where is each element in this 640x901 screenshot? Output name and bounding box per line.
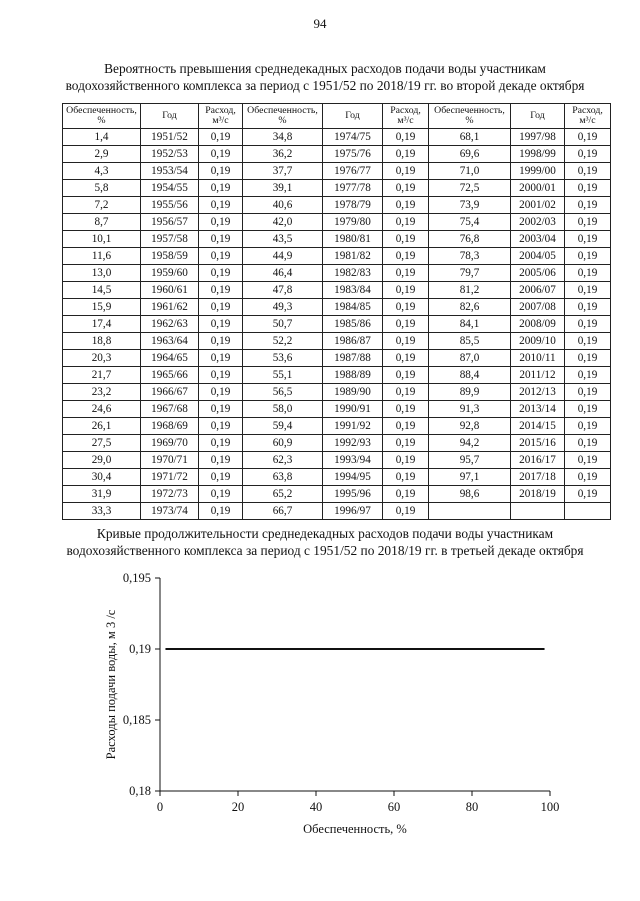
table-row xyxy=(63,469,611,486)
table-cell: 1954/55 xyxy=(141,180,199,197)
table-cell: 5,8 xyxy=(63,180,141,197)
header-cell xyxy=(63,104,141,129)
table-row xyxy=(63,163,611,180)
table-cell: 2013/14 xyxy=(511,401,565,418)
header-cell xyxy=(511,104,565,129)
x-tick-label: 40 xyxy=(309,800,323,814)
x-tick-label: 20 xyxy=(231,800,245,814)
table-cell: 1986/87 xyxy=(323,333,383,350)
table-cell: 0,19 xyxy=(565,163,611,180)
table-cell: 91,3 xyxy=(429,401,511,418)
header-line1: Расход, xyxy=(572,105,603,116)
table-cell: 0,19 xyxy=(565,231,611,248)
table-cell: 11,6 xyxy=(63,248,141,265)
table-cell: 0,19 xyxy=(199,333,243,350)
table-cell: 0,19 xyxy=(383,163,429,180)
table-cell: 33,3 xyxy=(63,503,141,520)
table-cell: 53,6 xyxy=(243,350,323,367)
table-cell: 0,19 xyxy=(383,197,429,214)
table-cell: 0,19 xyxy=(383,367,429,384)
table-cell: 0,19 xyxy=(199,469,243,486)
header-line2: м³/с xyxy=(397,115,414,126)
table-cell: 0,19 xyxy=(383,231,429,248)
table-cell: 55,1 xyxy=(243,367,323,384)
table-cell: 84,1 xyxy=(429,316,511,333)
table-cell: 2014/15 xyxy=(511,418,565,435)
table-cell: 2004/05 xyxy=(511,248,565,265)
table-cell: 2006/07 xyxy=(511,282,565,299)
header-cell xyxy=(243,104,323,129)
table-cell: 1,4 xyxy=(63,129,141,146)
table-cell: 37,7 xyxy=(243,163,323,180)
table-cell: 1973/74 xyxy=(141,503,199,520)
table-cell: 76,8 xyxy=(429,231,511,248)
table-cell: 63,8 xyxy=(243,469,323,486)
table-cell: 0,19 xyxy=(199,316,243,333)
table-cell: 0,19 xyxy=(199,214,243,231)
table-cell: 1975/76 xyxy=(323,146,383,163)
table-cell: 1964/65 xyxy=(141,350,199,367)
table-cell: 1971/72 xyxy=(141,469,199,486)
table-cell: 1969/70 xyxy=(141,435,199,452)
table-cell: 0,19 xyxy=(565,418,611,435)
table-title xyxy=(40,60,610,94)
table-cell: 0,19 xyxy=(199,418,243,435)
table-row xyxy=(63,197,611,214)
table-cell: 2005/06 xyxy=(511,265,565,282)
table-cell: 2009/10 xyxy=(511,333,565,350)
header-line2: % xyxy=(278,115,287,126)
table-row xyxy=(63,503,611,520)
table-row xyxy=(63,180,611,197)
table-cell: 1999/00 xyxy=(511,163,565,180)
table-cell: 1967/68 xyxy=(141,401,199,418)
table-cell: 0,19 xyxy=(199,180,243,197)
table-cell: 1962/63 xyxy=(141,316,199,333)
table-row xyxy=(63,231,611,248)
table-cell: 1995/96 xyxy=(323,486,383,503)
table-cell: 46,4 xyxy=(243,265,323,282)
table-cell: 34,8 xyxy=(243,129,323,146)
table-cell: 2001/02 xyxy=(511,197,565,214)
header-line1: Расход, xyxy=(205,105,236,116)
table-cell: 36,2 xyxy=(243,146,323,163)
table-cell xyxy=(429,503,511,520)
probability-table xyxy=(62,103,611,520)
table-cell: 60,9 xyxy=(243,435,323,452)
header-cell xyxy=(323,104,383,129)
table-cell: 2016/17 xyxy=(511,452,565,469)
table-cell: 66,7 xyxy=(243,503,323,520)
table-cell: 0,19 xyxy=(565,367,611,384)
table-cell: 0,19 xyxy=(383,418,429,435)
table-cell: 1997/98 xyxy=(511,129,565,146)
table-cell: 88,4 xyxy=(429,367,511,384)
table-cell: 0,19 xyxy=(199,299,243,316)
table-row xyxy=(63,333,611,350)
table-cell: 29,0 xyxy=(63,452,141,469)
header-line1: Обеспеченность, xyxy=(66,105,137,116)
table-cell: 0,19 xyxy=(383,299,429,316)
table-cell: 0,19 xyxy=(565,197,611,214)
table-cell: 2008/09 xyxy=(511,316,565,333)
table-cell: 0,19 xyxy=(199,282,243,299)
table-cell: 0,19 xyxy=(565,333,611,350)
table-row xyxy=(63,401,611,418)
table-cell: 0,19 xyxy=(199,367,243,384)
table-cell: 0,19 xyxy=(383,248,429,265)
header-cell xyxy=(383,104,429,129)
table-cell: 92,8 xyxy=(429,418,511,435)
table-cell: 1978/79 xyxy=(323,197,383,214)
table-cell: 0,19 xyxy=(199,146,243,163)
table-cell: 71,0 xyxy=(429,163,511,180)
table-cell: 1989/90 xyxy=(323,384,383,401)
table-cell: 56,5 xyxy=(243,384,323,401)
table-cell: 0,19 xyxy=(565,401,611,418)
table-cell: 0,19 xyxy=(383,129,429,146)
table-cell: 0,19 xyxy=(199,197,243,214)
table-row xyxy=(63,299,611,316)
table-cell: 65,2 xyxy=(243,486,323,503)
y-tick-label: 0,18 xyxy=(129,784,151,798)
table-cell: 75,4 xyxy=(429,214,511,231)
chart-title xyxy=(40,525,610,559)
table-cell: 0,19 xyxy=(199,435,243,452)
table-cell: 0,19 xyxy=(383,435,429,452)
page-number: 94 xyxy=(313,16,327,31)
x-tick-label: 0 xyxy=(156,800,164,814)
table-cell: 0,19 xyxy=(383,146,429,163)
table-cell: 2010/11 xyxy=(511,350,565,367)
y-tick-label: 0,195 xyxy=(122,571,151,585)
table-cell: 1961/62 xyxy=(141,299,199,316)
table-cell: 1984/85 xyxy=(323,299,383,316)
chart-title-line2: водохозяйственного комплекса за период с 1951/52 по 2018/19 гг. в третьей декаде октября xyxy=(66,543,584,558)
table-cell: 0,19 xyxy=(199,163,243,180)
table-cell: 0,19 xyxy=(565,265,611,282)
table-cell: 1991/92 xyxy=(323,418,383,435)
table-cell: 0,19 xyxy=(383,282,429,299)
table-cell: 0,19 xyxy=(565,214,611,231)
table-body xyxy=(63,129,611,520)
table-cell: 0,19 xyxy=(383,469,429,486)
table-cell: 1956/57 xyxy=(141,214,199,231)
table-cell: 0,19 xyxy=(383,401,429,418)
table-cell: 4,3 xyxy=(63,163,141,180)
table-cell: 58,0 xyxy=(243,401,323,418)
table-cell: 0,19 xyxy=(565,384,611,401)
table-cell: 2017/18 xyxy=(511,469,565,486)
table-cell: 0,19 xyxy=(565,435,611,452)
table-cell: 0,19 xyxy=(565,316,611,333)
table-cell: 2002/03 xyxy=(511,214,565,231)
table-cell: 1988/89 xyxy=(323,367,383,384)
table-cell xyxy=(565,503,611,520)
table-cell: 43,5 xyxy=(243,231,323,248)
table-cell: 59,4 xyxy=(243,418,323,435)
table-row xyxy=(63,265,611,282)
table-cell: 1976/77 xyxy=(323,163,383,180)
table-row xyxy=(63,282,611,299)
table-cell: 44,9 xyxy=(243,248,323,265)
table-cell: 0,19 xyxy=(383,180,429,197)
table-cell: 0,19 xyxy=(383,214,429,231)
table-cell: 2015/16 xyxy=(511,435,565,452)
table-cell: 18,8 xyxy=(63,333,141,350)
header-line1: Год xyxy=(345,110,360,121)
table-cell: 1983/84 xyxy=(323,282,383,299)
table-header-row xyxy=(63,104,611,129)
table-cell: 1981/82 xyxy=(323,248,383,265)
table-cell: 0,19 xyxy=(199,503,243,520)
header-cell xyxy=(429,104,511,129)
table-cell: 1952/53 xyxy=(141,146,199,163)
table-row xyxy=(63,350,611,367)
header-cell xyxy=(199,104,243,129)
table-cell: 2011/12 xyxy=(511,367,565,384)
table-cell: 0,19 xyxy=(199,486,243,503)
table-cell: 1982/83 xyxy=(323,265,383,282)
table-cell: 1990/91 xyxy=(323,401,383,418)
table-cell: 0,19 xyxy=(565,486,611,503)
y-tick-label: 0,19 xyxy=(129,642,151,656)
table-cell: 1998/99 xyxy=(511,146,565,163)
table-cell: 14,5 xyxy=(63,282,141,299)
table-cell: 0,19 xyxy=(199,401,243,418)
x-axis-label: Обеспеченность, % xyxy=(303,822,407,836)
table-cell: 2000/01 xyxy=(511,180,565,197)
table-cell: 1951/52 xyxy=(141,129,199,146)
table-cell: 8,7 xyxy=(63,214,141,231)
table-cell: 87,0 xyxy=(429,350,511,367)
table-cell: 2,9 xyxy=(63,146,141,163)
table-cell: 0,19 xyxy=(565,248,611,265)
header-line2: м³/с xyxy=(212,115,229,126)
table-row xyxy=(63,248,611,265)
table-cell: 1955/56 xyxy=(141,197,199,214)
x-tick-label: 100 xyxy=(540,800,560,814)
table-cell: 30,4 xyxy=(63,469,141,486)
table-cell: 1993/94 xyxy=(323,452,383,469)
table-cell: 2012/13 xyxy=(511,384,565,401)
table-cell: 72,5 xyxy=(429,180,511,197)
table-title-line2: водохозяйственного комплекса за период с 1951/52 по 2018/19 гг. во второй декаде октября xyxy=(65,78,585,93)
table-cell: 15,9 xyxy=(63,299,141,316)
table-cell: 0,19 xyxy=(565,129,611,146)
y-tick-label: 0,185 xyxy=(122,713,151,727)
table-cell: 24,6 xyxy=(63,401,141,418)
table-cell: 1985/86 xyxy=(323,316,383,333)
header-line1: Расход, xyxy=(390,105,421,116)
table-title-line1: Вероятность превышения среднедекадных расходов подачи воды участникам xyxy=(104,61,546,76)
table-cell: 1958/59 xyxy=(141,248,199,265)
x-tick-label: 60 xyxy=(387,800,401,814)
header-line2: м³/с xyxy=(579,115,596,126)
table-cell: 0,19 xyxy=(383,316,429,333)
table-cell: 27,5 xyxy=(63,435,141,452)
table-cell: 1960/61 xyxy=(141,282,199,299)
table-cell: 0,19 xyxy=(199,129,243,146)
table-cell: 1965/66 xyxy=(141,367,199,384)
table-cell: 52,2 xyxy=(243,333,323,350)
header-line2: % xyxy=(97,115,106,126)
table-cell: 23,2 xyxy=(63,384,141,401)
table-cell: 0,19 xyxy=(383,333,429,350)
table-cell: 0,19 xyxy=(383,486,429,503)
table-cell: 78,3 xyxy=(429,248,511,265)
table-cell: 0,19 xyxy=(383,350,429,367)
header-line1: Год xyxy=(530,110,545,121)
table-cell: 0,19 xyxy=(565,452,611,469)
table-cell: 2018/19 xyxy=(511,486,565,503)
table-cell: 1953/54 xyxy=(141,163,199,180)
table-cell: 0,19 xyxy=(565,350,611,367)
table-cell: 1977/78 xyxy=(323,180,383,197)
table-row xyxy=(63,452,611,469)
table-cell: 1996/97 xyxy=(323,503,383,520)
table-cell: 1980/81 xyxy=(323,231,383,248)
table-row xyxy=(63,418,611,435)
table-cell: 39,1 xyxy=(243,180,323,197)
header-line1: Обеспеченность, xyxy=(247,105,318,116)
table-cell: 1966/67 xyxy=(141,384,199,401)
table-cell: 1963/64 xyxy=(141,333,199,350)
table-cell: 21,7 xyxy=(63,367,141,384)
header-line2: % xyxy=(465,115,474,126)
table-cell: 1968/69 xyxy=(141,418,199,435)
table-cell: 0,19 xyxy=(199,384,243,401)
table-row xyxy=(63,384,611,401)
table-cell: 0,19 xyxy=(565,469,611,486)
table-cell: 0,19 xyxy=(199,350,243,367)
header-line1: Обеспеченность, xyxy=(434,105,505,116)
table-row xyxy=(63,435,611,452)
table-cell: 82,6 xyxy=(429,299,511,316)
table-cell: 0,19 xyxy=(199,265,243,282)
table-cell: 20,3 xyxy=(63,350,141,367)
table-cell xyxy=(511,503,565,520)
table-cell: 47,8 xyxy=(243,282,323,299)
table-cell: 0,19 xyxy=(565,299,611,316)
table-cell: 1970/71 xyxy=(141,452,199,469)
table-cell: 1957/58 xyxy=(141,231,199,248)
table-cell: 2003/04 xyxy=(511,231,565,248)
table-cell: 98,6 xyxy=(429,486,511,503)
table-cell: 0,19 xyxy=(199,231,243,248)
chart-title-line1: Кривые продолжительности среднедекадных расходов подачи воды участникам xyxy=(96,526,554,541)
table-cell: 69,6 xyxy=(429,146,511,163)
table-row xyxy=(63,486,611,503)
table-cell: 42,0 xyxy=(243,214,323,231)
table-cell: 50,7 xyxy=(243,316,323,333)
table-row xyxy=(63,146,611,163)
table-cell: 0,19 xyxy=(383,384,429,401)
table-cell: 0,19 xyxy=(565,146,611,163)
y-axis-label: Расходы подачи воды, м 3 /с xyxy=(104,609,118,760)
table-cell: 0,19 xyxy=(383,265,429,282)
header-cell xyxy=(565,104,611,129)
table-cell: 40,6 xyxy=(243,197,323,214)
table-cell: 2007/08 xyxy=(511,299,565,316)
table-cell: 85,5 xyxy=(429,333,511,350)
table-row xyxy=(63,129,611,146)
table-cell: 95,7 xyxy=(429,452,511,469)
table-cell: 31,9 xyxy=(63,486,141,503)
table-cell: 94,2 xyxy=(429,435,511,452)
header-line1: Год xyxy=(162,110,177,121)
table-cell: 10,1 xyxy=(63,231,141,248)
table-cell: 49,3 xyxy=(243,299,323,316)
table-cell: 68,1 xyxy=(429,129,511,146)
table-cell: 0,19 xyxy=(565,180,611,197)
table-cell: 17,4 xyxy=(63,316,141,333)
table-cell: 0,19 xyxy=(565,282,611,299)
table-cell: 0,19 xyxy=(199,248,243,265)
table-cell: 79,7 xyxy=(429,265,511,282)
table-cell: 0,19 xyxy=(383,452,429,469)
table-cell: 7,2 xyxy=(63,197,141,214)
table-cell: 89,9 xyxy=(429,384,511,401)
table-row xyxy=(63,367,611,384)
table-cell: 1974/75 xyxy=(323,129,383,146)
table-cell: 1959/60 xyxy=(141,265,199,282)
header-cell xyxy=(141,104,199,129)
table-cell: 62,3 xyxy=(243,452,323,469)
table-row xyxy=(63,214,611,231)
table-row xyxy=(63,316,611,333)
duration-curve-chart xyxy=(95,568,575,843)
x-tick-label: 80 xyxy=(465,800,479,814)
table-cell: 26,1 xyxy=(63,418,141,435)
table-cell: 1992/93 xyxy=(323,435,383,452)
table-cell: 81,2 xyxy=(429,282,511,299)
table-cell: 1994/95 xyxy=(323,469,383,486)
table-cell: 97,1 xyxy=(429,469,511,486)
table-cell: 0,19 xyxy=(199,452,243,469)
table-cell: 1987/88 xyxy=(323,350,383,367)
table-cell: 0,19 xyxy=(383,503,429,520)
table-cell: 1979/80 xyxy=(323,214,383,231)
table-cell: 1972/73 xyxy=(141,486,199,503)
table-cell: 13,0 xyxy=(63,265,141,282)
table-cell: 73,9 xyxy=(429,197,511,214)
